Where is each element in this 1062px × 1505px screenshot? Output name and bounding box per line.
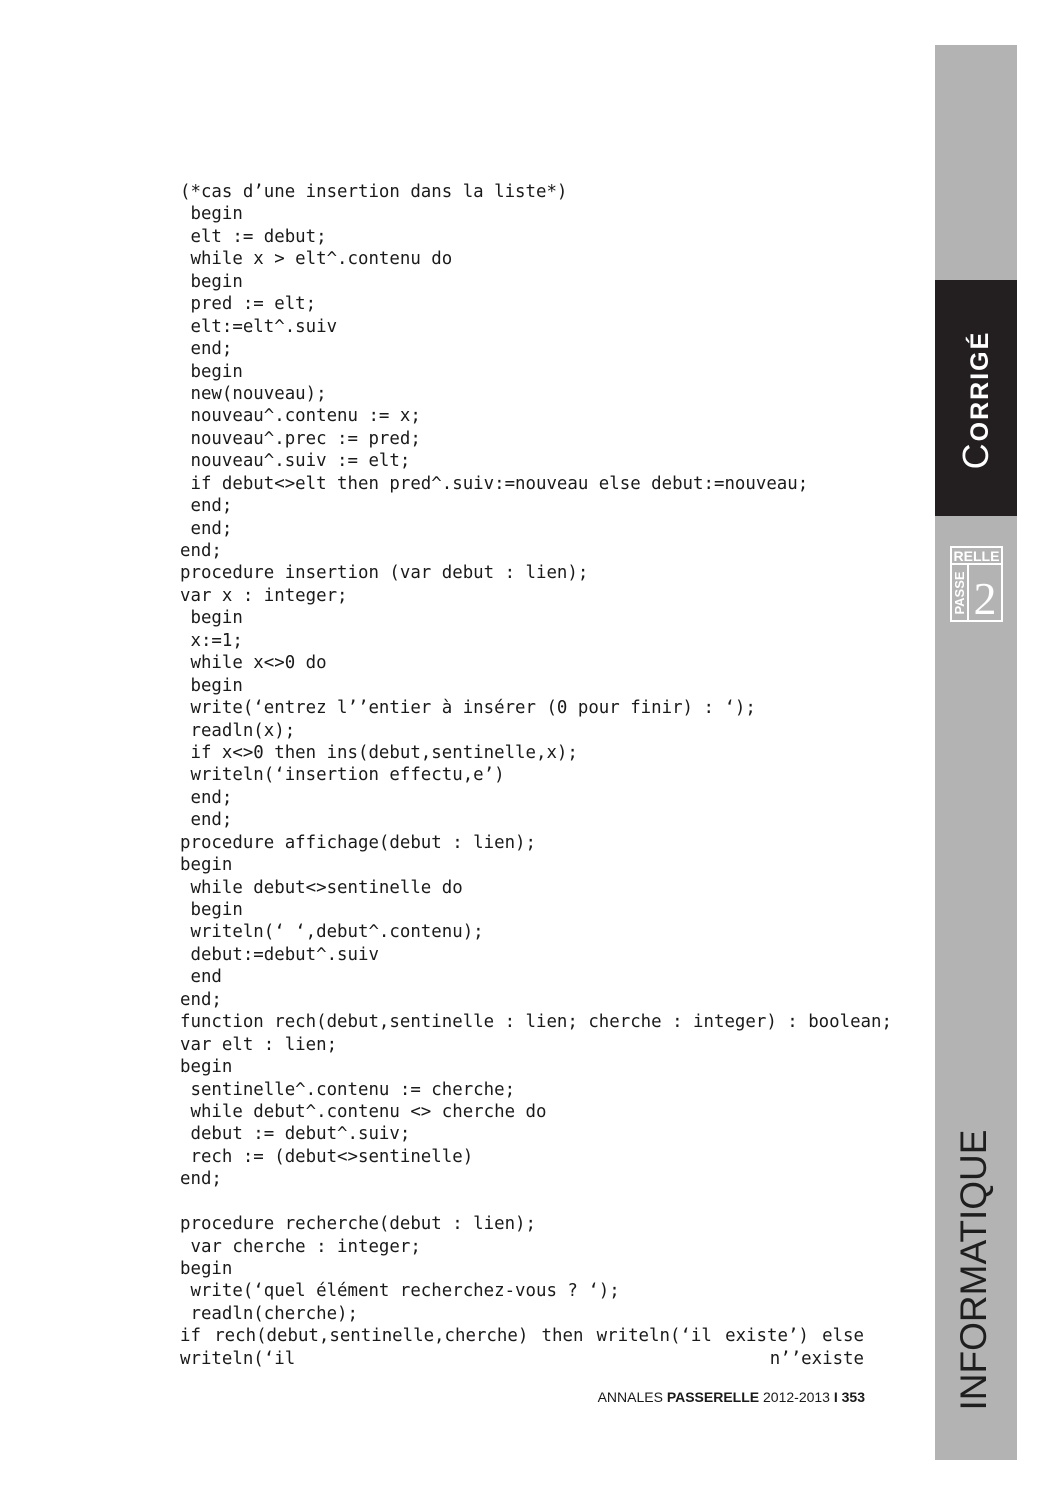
code-line: begin <box>180 271 243 292</box>
footer-years: 2012-2013 <box>759 1389 834 1405</box>
code-line: end; <box>180 339 233 360</box>
subject-label: INFORMATIQUE <box>953 1129 994 1411</box>
code-listing <box>180 181 892 1369</box>
code-line: while x > elt^.contenu do <box>180 249 453 270</box>
code-line: end; <box>180 989 222 1010</box>
code-line: elt:=elt^.suiv <box>180 316 338 337</box>
code-line: write(‘entrez l’’entier à insérer (0 pour finir) : ‘); <box>180 698 756 719</box>
code-line: end; <box>180 810 233 831</box>
code-line: begin <box>180 900 243 920</box>
code-line: while debut^.contenu <> cherche do <box>180 1101 547 1122</box>
code-line: var elt : lien; <box>180 1034 338 1055</box>
logo-relle-text: RELLE <box>953 548 1000 564</box>
code-line <box>180 1191 880 1213</box>
corrige-cap: C <box>955 441 996 470</box>
footer-brand: PASSERELLE <box>666 1389 760 1405</box>
code-line: end; <box>180 496 233 517</box>
code-line: readln(x); <box>180 720 296 741</box>
code-line: nouveau^.prec := pred; <box>180 428 421 449</box>
code-line: if rech(debut,sentinelle,cherche) then writeln(‘il existe’) else writeln(‘il n’’existe <box>180 1326 864 1369</box>
code-line: begin <box>180 361 243 382</box>
code-line: while debut<>sentinelle do <box>180 877 463 898</box>
code-line: nouveau^.suiv := elt; <box>180 451 411 472</box>
code-line: begin <box>180 855 233 876</box>
logo-number: 2 <box>973 573 997 622</box>
corrige-label <box>956 282 996 518</box>
footer-prefix: ANNALES <box>597 1389 667 1405</box>
code-line: begin <box>180 1057 233 1078</box>
code-line: writeln(‘insertion effectu,e’) <box>180 765 505 786</box>
code-line: begin <box>180 675 243 696</box>
code-line: end; <box>180 1169 222 1190</box>
code-line: x:=1; <box>180 630 243 651</box>
code-line: debut := debut^.suiv; <box>180 1124 411 1145</box>
code-line: nouveau^.contenu := x; <box>180 406 421 427</box>
code-line: procedure insertion (var debut : lien); <box>180 563 589 584</box>
code-line: rech := (debut<>sentinelle) <box>180 1146 474 1167</box>
code-line: var x : integer; <box>180 585 348 606</box>
code-line: end; <box>180 787 233 808</box>
code-line: end; <box>180 541 222 561</box>
code-line: sentinelle^.contenu := cherche; <box>180 1079 516 1100</box>
code-line: begin <box>180 608 243 629</box>
logo-passe-text: PASSE <box>952 571 967 615</box>
code-line: procedure recherche(debut : lien); <box>180 1214 536 1235</box>
code-line: function rech(debut,sentinelle : lien; cherche : integer) : boolean; <box>180 1012 892 1033</box>
footer-page-number: I 353 <box>833 1389 865 1405</box>
code-line: pred := elt; <box>180 294 317 315</box>
code-line: procedure affichage(debut : lien); <box>180 832 536 853</box>
code-line: (*cas d’une insertion dans la liste*) <box>180 182 568 202</box>
code-line: new(nouveau); <box>180 383 327 404</box>
code-line: var cherche : integer; <box>180 1236 421 1257</box>
code-line: begin <box>180 1259 233 1279</box>
code-line: begin <box>180 204 243 225</box>
code-line: end <box>180 967 222 988</box>
code-line: if x<>0 then ins(debut,sentinelle,x); <box>180 742 578 763</box>
code-line: readln(cherche); <box>180 1303 358 1324</box>
code-line: elt := debut; <box>180 226 327 247</box>
code-line: debut:=debut^.suiv <box>180 944 379 965</box>
corrige-rest: ORRIGÉ <box>966 330 994 442</box>
code-line: while x<>0 do <box>180 653 327 674</box>
code-line: if debut<>elt then pred^.suiv:=nouveau else debut:=nouveau; <box>180 473 809 494</box>
code-line: writeln(‘ ‘,debut^.contenu); <box>180 922 484 943</box>
page-footer <box>575 1389 865 1405</box>
code-line: end; <box>180 518 233 539</box>
code-line: write(‘quel élément recherchez-vous ? ‘); <box>180 1281 620 1302</box>
passerelle-2-logo <box>950 546 1003 622</box>
